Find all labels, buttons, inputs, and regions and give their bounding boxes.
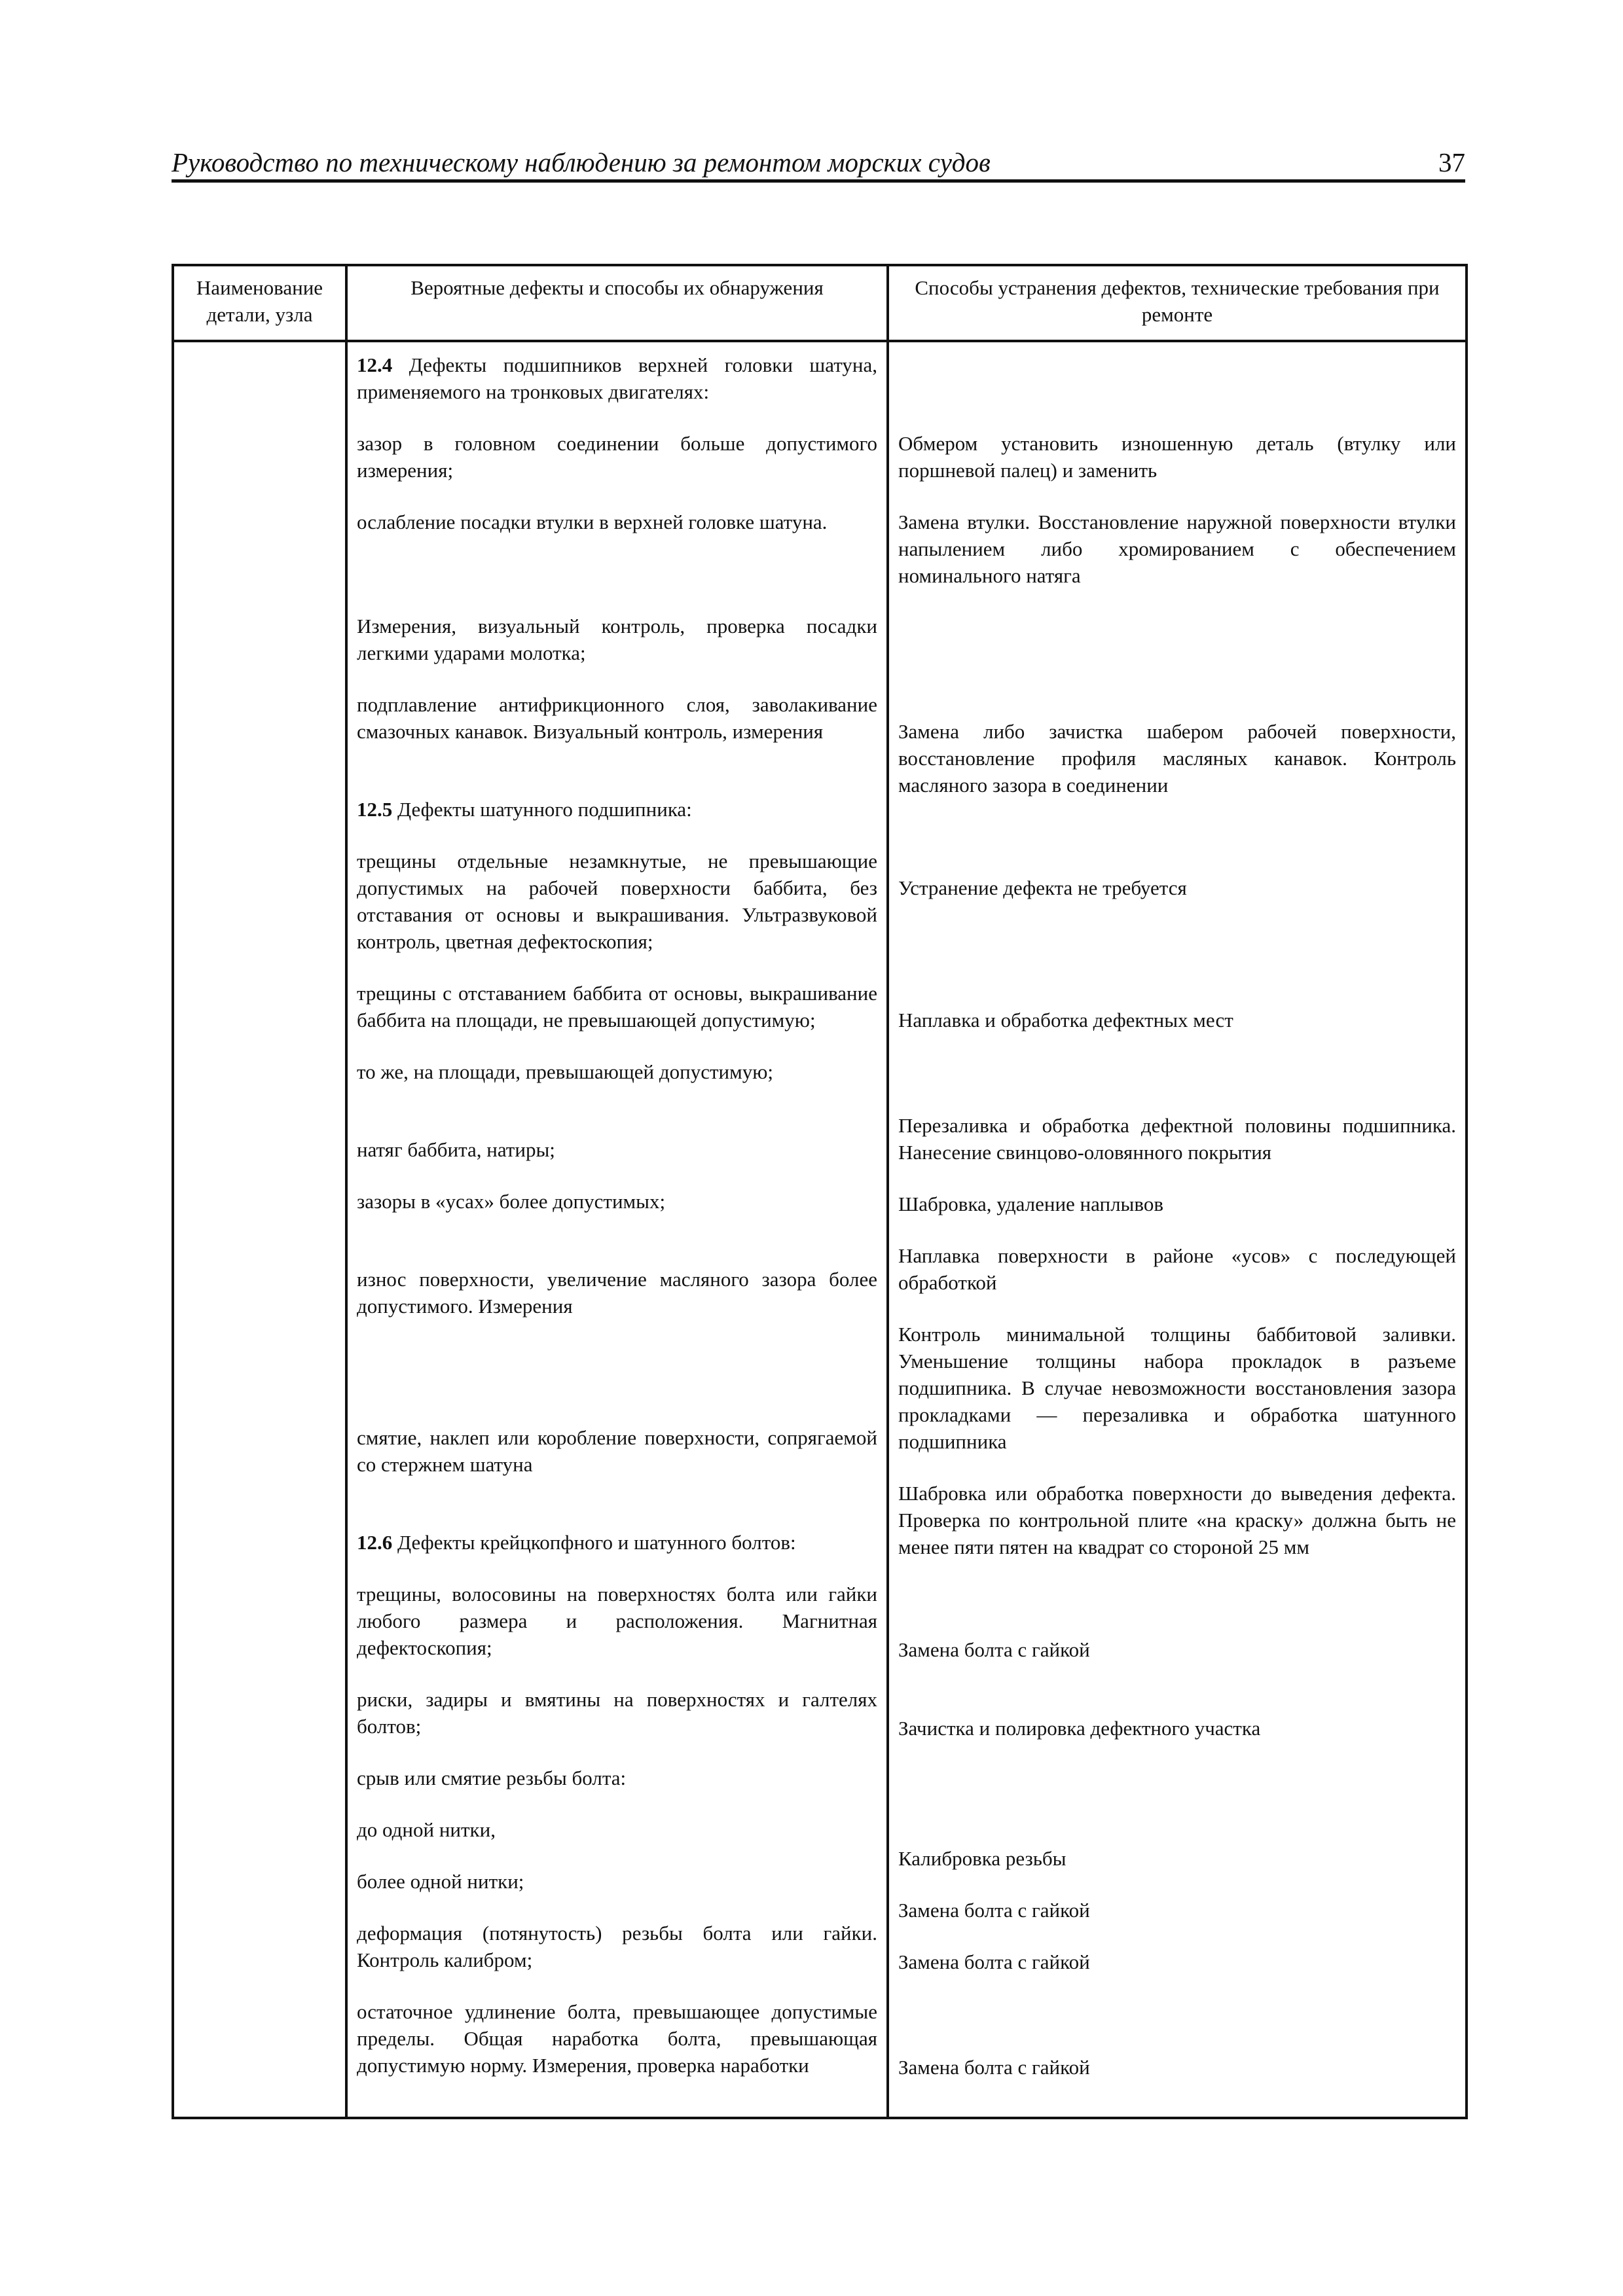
remedy-text: Замена болта с гайкой — [898, 1950, 1090, 1973]
defects-table — [172, 264, 1468, 2119]
remedy-text: Зачистка и полировка дефектного участка — [898, 1717, 1261, 1740]
remedy-cell — [888, 341, 1467, 2118]
remedy-text: Контроль минимальной толщины баббитовой заливки. Уменьшение толщины набора прокладок в разъеме подшипника. В случае невозможности восстановления зазора прокладками — перезаливка и обработка шатунного подшипника — [898, 1323, 1456, 1453]
remedy-text: Калибровка резьбы — [898, 1847, 1067, 1870]
header-part-name: Наименование детали, узла — [173, 265, 346, 341]
table-header-row — [173, 265, 1467, 341]
defect-text: трещины отдельные незамкнутые, не превышающие допустимых на рабочей поверхности баббита, без отставания от основы и выкрашивания. Ультразвуковой контроль, цветная дефектоскопия; — [357, 850, 877, 953]
section-number: 12.5 — [357, 798, 393, 821]
section-number: 12.4 — [357, 353, 393, 376]
remedy-text: Шабровка или обработка поверхности до выведения дефекта. Проверка по контрольной плите «на краску» должна быть не менее пяти пятен на квадрат со стороной 25 мм — [898, 1482, 1456, 1558]
defect-text: более одной нитки; — [357, 1870, 524, 1893]
section-title: Дефекты крейцкопфного и шатунного болтов: — [392, 1531, 796, 1554]
table-row — [173, 341, 1467, 2118]
defect-text: подплавление антифрикционного слоя, заволакивание смазочных канавок. Визуальный контроль, измерения — [357, 693, 877, 743]
header-defects: Вероятные дефекты и способы их обнаружения — [346, 265, 888, 341]
remedy-text: Наплавка поверхности в районе «усов» с последующей обработкой — [898, 1244, 1456, 1294]
header-rule — [172, 179, 1465, 183]
section-title: Дефекты шатунного подшипника: — [392, 798, 692, 821]
defect-text: остаточное удлинение болта, превышающее допустимые пределы. Общая наработка болта, превышающая допустимую норму. Измерения, проверка наработки — [357, 2000, 877, 2077]
defect-text: риски, задиры и вмятины на поверхностях и галтелях болтов; — [357, 1688, 877, 1738]
defect-text: деформация (потянутость) резьбы болта или гайки. Контроль калибром; — [357, 1922, 877, 1971]
defect-text: трещины, волосовины на поверхностях болта или гайки любого размера и расположения. Магнитная дефектоскопия; — [357, 1583, 877, 1659]
defect-text: натяг баббита, натиры; — [357, 1138, 555, 1161]
remedy-text: Замена болта с гайкой — [898, 1899, 1090, 1922]
defect-text: срыв или смятие резьбы болта: — [357, 1767, 627, 1789]
defect-text: зазоры в «усах» более допустимых; — [357, 1190, 666, 1213]
section-number: 12.6 — [357, 1531, 393, 1554]
defect-text: до одной нитки, — [357, 1818, 496, 1841]
remedy-text: Обмером установить изношенную деталь (втулку или поршневой палец) и заменить — [898, 432, 1456, 482]
section-title: Дефекты подшипников верхней головки шатуна, применяемого на тронковых двигателях: — [357, 353, 877, 403]
defect-cell — [346, 341, 888, 2118]
defect-text: смятие, наклеп или коробление поверхности, сопрягаемой со стержнем шатуна — [357, 1426, 877, 1476]
page-number: 37 — [1438, 147, 1465, 177]
header-remedies: Способы устранения дефектов, технические требования при ремонте — [888, 265, 1467, 341]
remedy-text: Шабровка, удаление наплывов — [898, 1193, 1163, 1215]
part-name-cell — [173, 341, 346, 2118]
defect-text: то же, на площади, превышающей допустимую; — [357, 1060, 774, 1083]
remedy-text: Замена болта с гайкой — [898, 1638, 1090, 1661]
defect-text: Измерения, визуальный контроль, проверка посадки легкими ударами молотка; — [357, 615, 877, 664]
defect-text: зазор в головном соединении больше допустимого измерения; — [357, 432, 877, 482]
defect-text: трещины с отставанием баббита от основы, выкрашивание баббита на площади, не превышающей допустимую; — [357, 982, 877, 1031]
running-header — [172, 145, 1465, 179]
running-title: Руководство по техническому наблюдению за ремонтом морских судов — [172, 147, 991, 177]
defect-text: ослабление посадки втулки в верхней головке шатуна. — [357, 511, 828, 533]
remedy-text: Замена либо зачистка шабером рабочей поверхности, восстановление профиля масляных канавок. Контроль масляного зазора в соединении — [898, 720, 1456, 797]
remedy-text: Замена болта с гайкой — [898, 2056, 1090, 2079]
remedy-text: Устранение дефекта не требуется — [898, 876, 1187, 899]
remedy-text: Замена втулки. Восстановление наружной поверхности втулки напылением либо хромированием с обеспечением номинального натяга — [898, 511, 1456, 587]
defect-text: износ поверхности, увеличение масляного зазора более допустимого. Измерения — [357, 1268, 877, 1318]
remedy-text: Перезаливка и обработка дефектной половины подшипника. Нанесение свинцово-оловянного покрытия — [898, 1114, 1456, 1164]
remedy-text: Наплавка и обработка дефектных мест — [898, 1009, 1233, 1031]
